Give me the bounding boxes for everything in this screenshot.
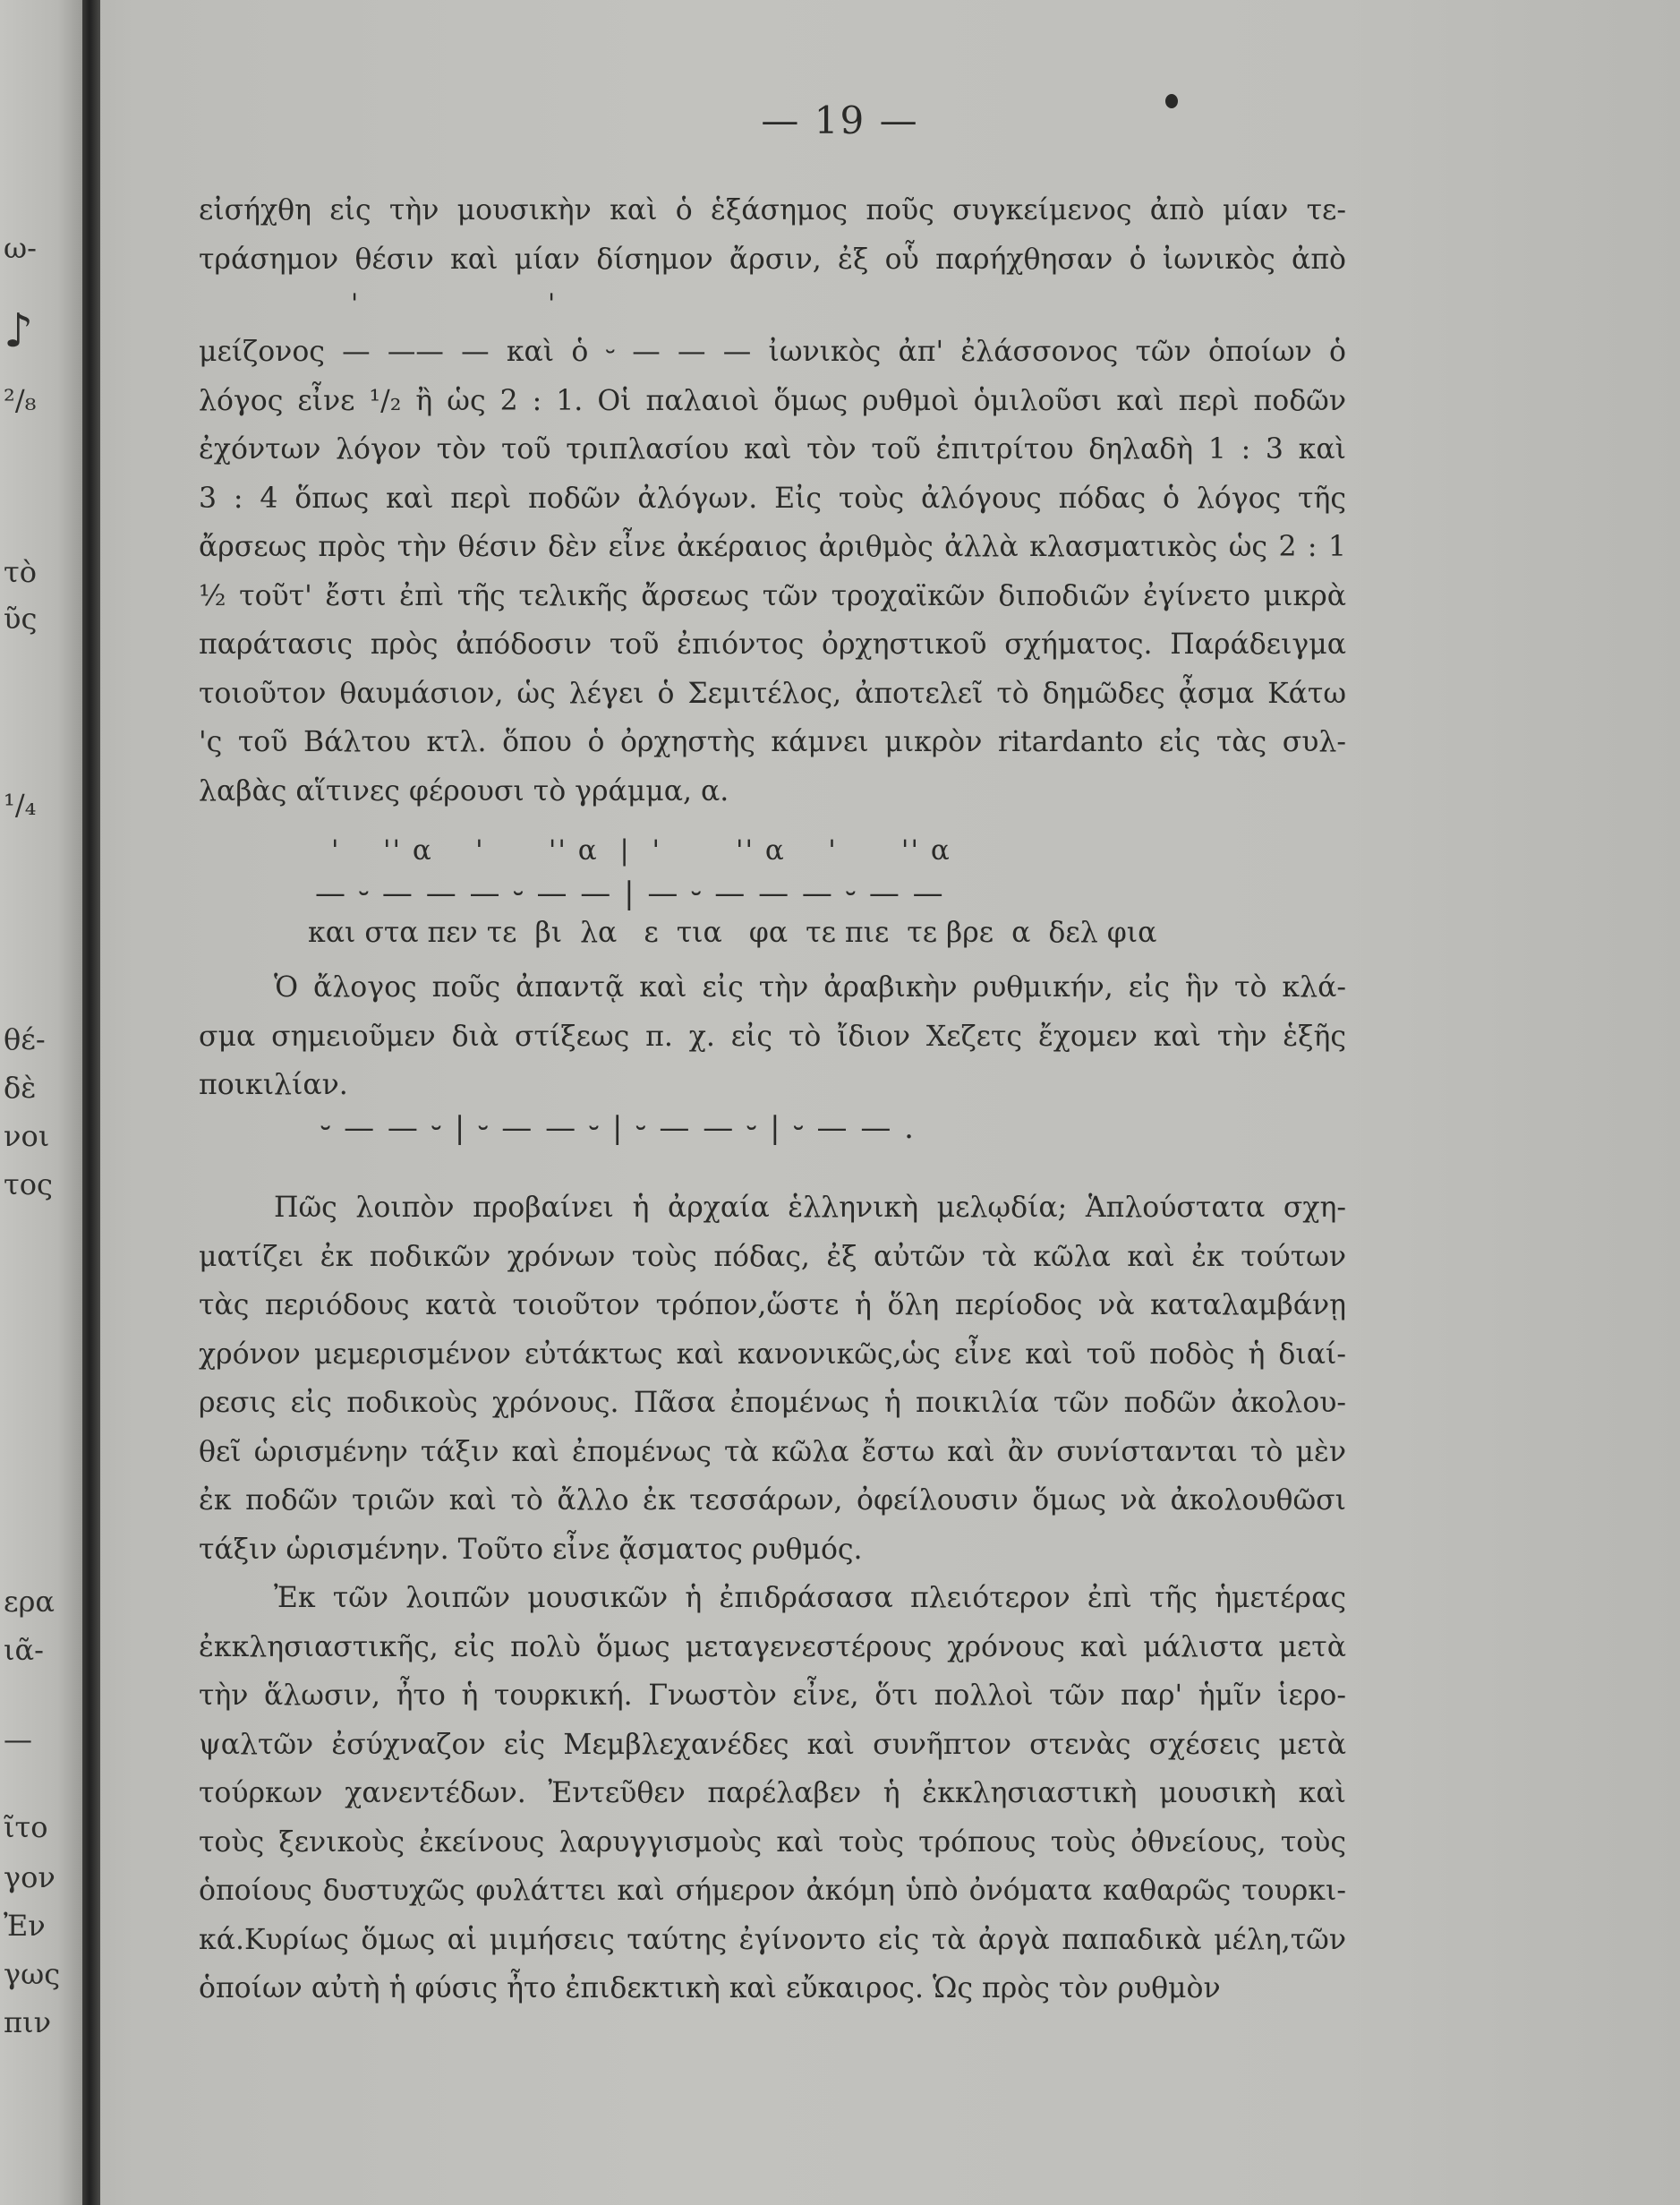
text-line: τράσημον θέσιν καὶ μίαν δίσημον ἄρσιν, ἐξ οὗ παρήχθησαν ὁ ἰωνικὸς ἀπὸ bbox=[199, 243, 1346, 276]
example-marks: ' '' α ' '' α | ' '' α ' '' α bbox=[331, 834, 951, 867]
margin-fragment: ῦς bbox=[4, 602, 38, 636]
margin-fragment: ω- bbox=[4, 231, 37, 265]
text-line: 'ς τοῦ Βάλτου κτλ. ὅπου ὁ ὀρχηστὴς κάμνει μικρὸν ritardanto εἰς τὰς συλ- bbox=[199, 726, 1346, 758]
ink-speck bbox=[1165, 94, 1178, 108]
margin-fragment: γως bbox=[4, 1957, 61, 1991]
margin-fragment: δὲ bbox=[4, 1071, 37, 1105]
text-line: τὰς περιόδους κατὰ τοιοῦτον τρόπον,ὥστε ἡ ὅλη περίοδος νὰ καταλαμβάνῃ bbox=[199, 1289, 1346, 1321]
margin-fragment: πιν bbox=[4, 2005, 52, 2039]
margin-fragment: τὸ bbox=[4, 555, 37, 589]
margin-fragment: ῖτο bbox=[4, 1810, 48, 1844]
margin-fragment: νοι bbox=[4, 1119, 50, 1153]
paragraph bbox=[199, 186, 1346, 284]
margin-fragment: ¹/₄ bbox=[4, 788, 37, 822]
text-line: κά.Κυρίως ὅμως αἱ μιμήσεις ταύτης ἐγίνοντο εἰς τὰ ἀργὰ παπαδικὰ μέλη,τῶν bbox=[199, 1923, 1346, 1956]
text-line: ὁποίους δυστυχῶς φυλάττει καὶ σήμερον ἀκόμη ὑπὸ ὀνόματα καθαρῶς τουρκι- bbox=[199, 1875, 1346, 1907]
text-line: Πῶς λοιπὸν προβαίνει ἡ ἀρχαία ἑλληνικὴ μελῳδία; Ἁπλούστατα σχη- bbox=[274, 1192, 1346, 1224]
text-line: ὁποίων αὐτὴ ἡ φύσις ἦτο ἐπιδεκτικὴ καὶ εὔκαιρος. Ὡς πρὸς τὸν ρυθμὸν bbox=[199, 1972, 1221, 2004]
text-line: λαβὰς αἵτινες φέρουσι τὸ γράμμα, α. bbox=[199, 774, 729, 808]
text-line: ρεσις εἰς ποδικοὺς χρόνους. Πᾶσα ἐπομένως ἡ ποικιλία τῶν ποδῶν ἀκολου- bbox=[199, 1387, 1346, 1419]
text-line: ἐκ ποδῶν τριῶν καὶ τὸ ἄλλο ἐκ τεσσάρων, ὀφείλουσιν ὅμως νὰ ἀκολουθῶσι bbox=[199, 1484, 1346, 1517]
paragraph bbox=[199, 328, 1346, 816]
paragraph bbox=[199, 1184, 1346, 1574]
text-line: τοὺς ξενικοὺς ἐκείνους λαρυγγισμοὺς καὶ τοὺς τρόπους τοὺς ὀθνείους, τοὺς bbox=[199, 1825, 1346, 1859]
margin-fragment: θέ- bbox=[4, 1022, 46, 1056]
eighth-note-icon: ♪ bbox=[4, 304, 34, 358]
text-line: παράτασις πρὸς ἀπόδοσιν τοῦ ἐπιόντος ὀρχηστικοῦ σχήματος. Παράδειγμα bbox=[199, 628, 1346, 661]
text-line: τοιοῦτον θαυμάσιον, ὡς λέγει ὁ Σεμιτέλος, ἀποτελεῖ τὸ δημῶδες ᾆσμα Κάτω bbox=[199, 677, 1346, 710]
text-line: ½ τοῦτ' ἔστι ἐπὶ τῆς τελικῆς ἄρσεως τῶν τροχαϊκῶν διποδιῶν ἐγίνετο μικρὰ bbox=[199, 579, 1346, 612]
margin-fragment: ιᾶ- bbox=[4, 1633, 44, 1667]
text-line: Ὁ ἄλογος ποῦς ἀπαντᾷ καὶ εἰς τὴν ἀραβικὴν ρυθμικήν, εἰς ἣν τὸ κλά- bbox=[274, 971, 1346, 1004]
page-number: — 19 — bbox=[761, 98, 919, 142]
text-line: εἰσήχθη εἰς τὴν μουσικὴν καὶ ὁ ἑξάσημος ποῦς συγκείμενος ἀπὸ μίαν τε- bbox=[199, 194, 1346, 226]
text-line: ἄρσεως πρὸς τὴν θέσιν δὲν εἶνε ἀκέραιος ἀριθμὸς ἀλλὰ κλασματικὸς ὡς 2 : 1 bbox=[199, 531, 1346, 563]
margin-fragment: ²/₈ bbox=[4, 383, 37, 417]
margin-fragment: τος bbox=[4, 1167, 53, 1201]
previous-page-edge bbox=[0, 0, 82, 2205]
text-line: ποικιλίαν. bbox=[199, 1069, 348, 1101]
text-line: σμα σημειοῦμεν διὰ στίξεως π. χ. εἰς τὸ ἴδιον Χεζετς ἔχομεν καὶ τὴν ἑξῆς bbox=[199, 1020, 1346, 1053]
text-line: τούρκων χανεντέδων. Ἐντεῦθεν παρέλαβεν ἡ ἐκκλησιαστικὴ μουσικὴ καὶ bbox=[199, 1777, 1346, 1809]
text-line: μείζονος — —— — καὶ ὁ ⏑ — — — ἰωνικὸς ἀπ' ἐλάσσονος τῶν ὁποίων ὁ bbox=[199, 336, 1346, 368]
text-line: ἐκκλησιαστικῆς, εἰς πολὺ ὅμως μεταγενεστέρους χρόνους καὶ μάλιστα μετὰ bbox=[199, 1630, 1346, 1663]
text-line: τὴν ἅλωσιν, ἦτο ἡ τουρκική. Γνωστὸν εἶνε, ὅτι πολλοὶ τῶν παρ' ἡμῖν ἱερο- bbox=[199, 1679, 1346, 1712]
margin-fragment: ερα bbox=[4, 1585, 55, 1619]
text-line: ἐχόντων λόγον τὸν τοῦ τριπλασίου καὶ τὸν τοῦ ἐπιτρίτου δηλαδὴ 1 : 3 καὶ bbox=[199, 433, 1346, 466]
text-line: Ἐκ τῶν λοιπῶν μουσικῶν ἡ ἐπιδράσασα πλειότερον ἐπὶ τῆς ἡμετέρας bbox=[274, 1582, 1346, 1614]
margin-fragment: γον bbox=[4, 1860, 55, 1894]
text-line: τάξιν ὡρισμένην. Τοῦτο εἶνε ᾄσματος ρυθμός. bbox=[199, 1533, 863, 1566]
text-line: λόγος εἶνε ¹/₂ ἢ ὡς 2 : 1. Οἱ παλαιοὶ ὅμως ρυθμοὶ ὁμιλοῦσι καὶ περὶ ποδῶν bbox=[199, 384, 1346, 417]
example-syllables: και στα πεν τε βι λα ε τια φα τε πιε τε βρε α δελ φια bbox=[308, 917, 1157, 949]
text-line: 3 : 4 ὅπως καὶ περὶ ποδῶν ἀλόγων. Εἰς τοὺς ἀλόγους πόδας ὁ λόγος τῆς bbox=[199, 482, 1346, 515]
text-line: χρόνον μεμερισμένον εὐτάκτως καὶ κανονικῶς,ὡς εἶνε καὶ τοῦ ποδὸς ἡ διαί- bbox=[199, 1338, 1346, 1371]
metric-scheme: ⏑ — — ⏑ | ⏑ — — ⏑ | ⏑ — — ⏑ | ⏑ — — . bbox=[320, 1110, 916, 1146]
margin-fragment: — bbox=[4, 1722, 32, 1756]
margin-fragment: Ἐν bbox=[4, 1909, 46, 1943]
paragraph bbox=[199, 1574, 1346, 2013]
metric-scheme: — ⏑ — — — ⏑ — — | — ⏑ — — — ⏑ — — bbox=[315, 876, 945, 911]
book-gutter bbox=[82, 0, 100, 2205]
text-line: ματίζει ἐκ ποδικῶν χρόνων τοὺς πόδας, ἐξ αὐτῶν τὰ κῶλα καὶ ἐκ τούτων bbox=[199, 1240, 1346, 1273]
accent-marks: ' ' bbox=[351, 288, 557, 320]
text-line: ψαλτῶν ἐσύχναζον εἰς Μεμβλεχανέδες καὶ συνῆπτον στενὰς σχέσεις μετὰ bbox=[199, 1728, 1346, 1761]
paragraph bbox=[199, 963, 1346, 1110]
text-line: θεῖ ὡρισμένην τάξιν καὶ ἐπομένως τὰ κῶλα ἔστω καὶ ἂν συνίστανται τὸ μὲν bbox=[199, 1435, 1346, 1468]
